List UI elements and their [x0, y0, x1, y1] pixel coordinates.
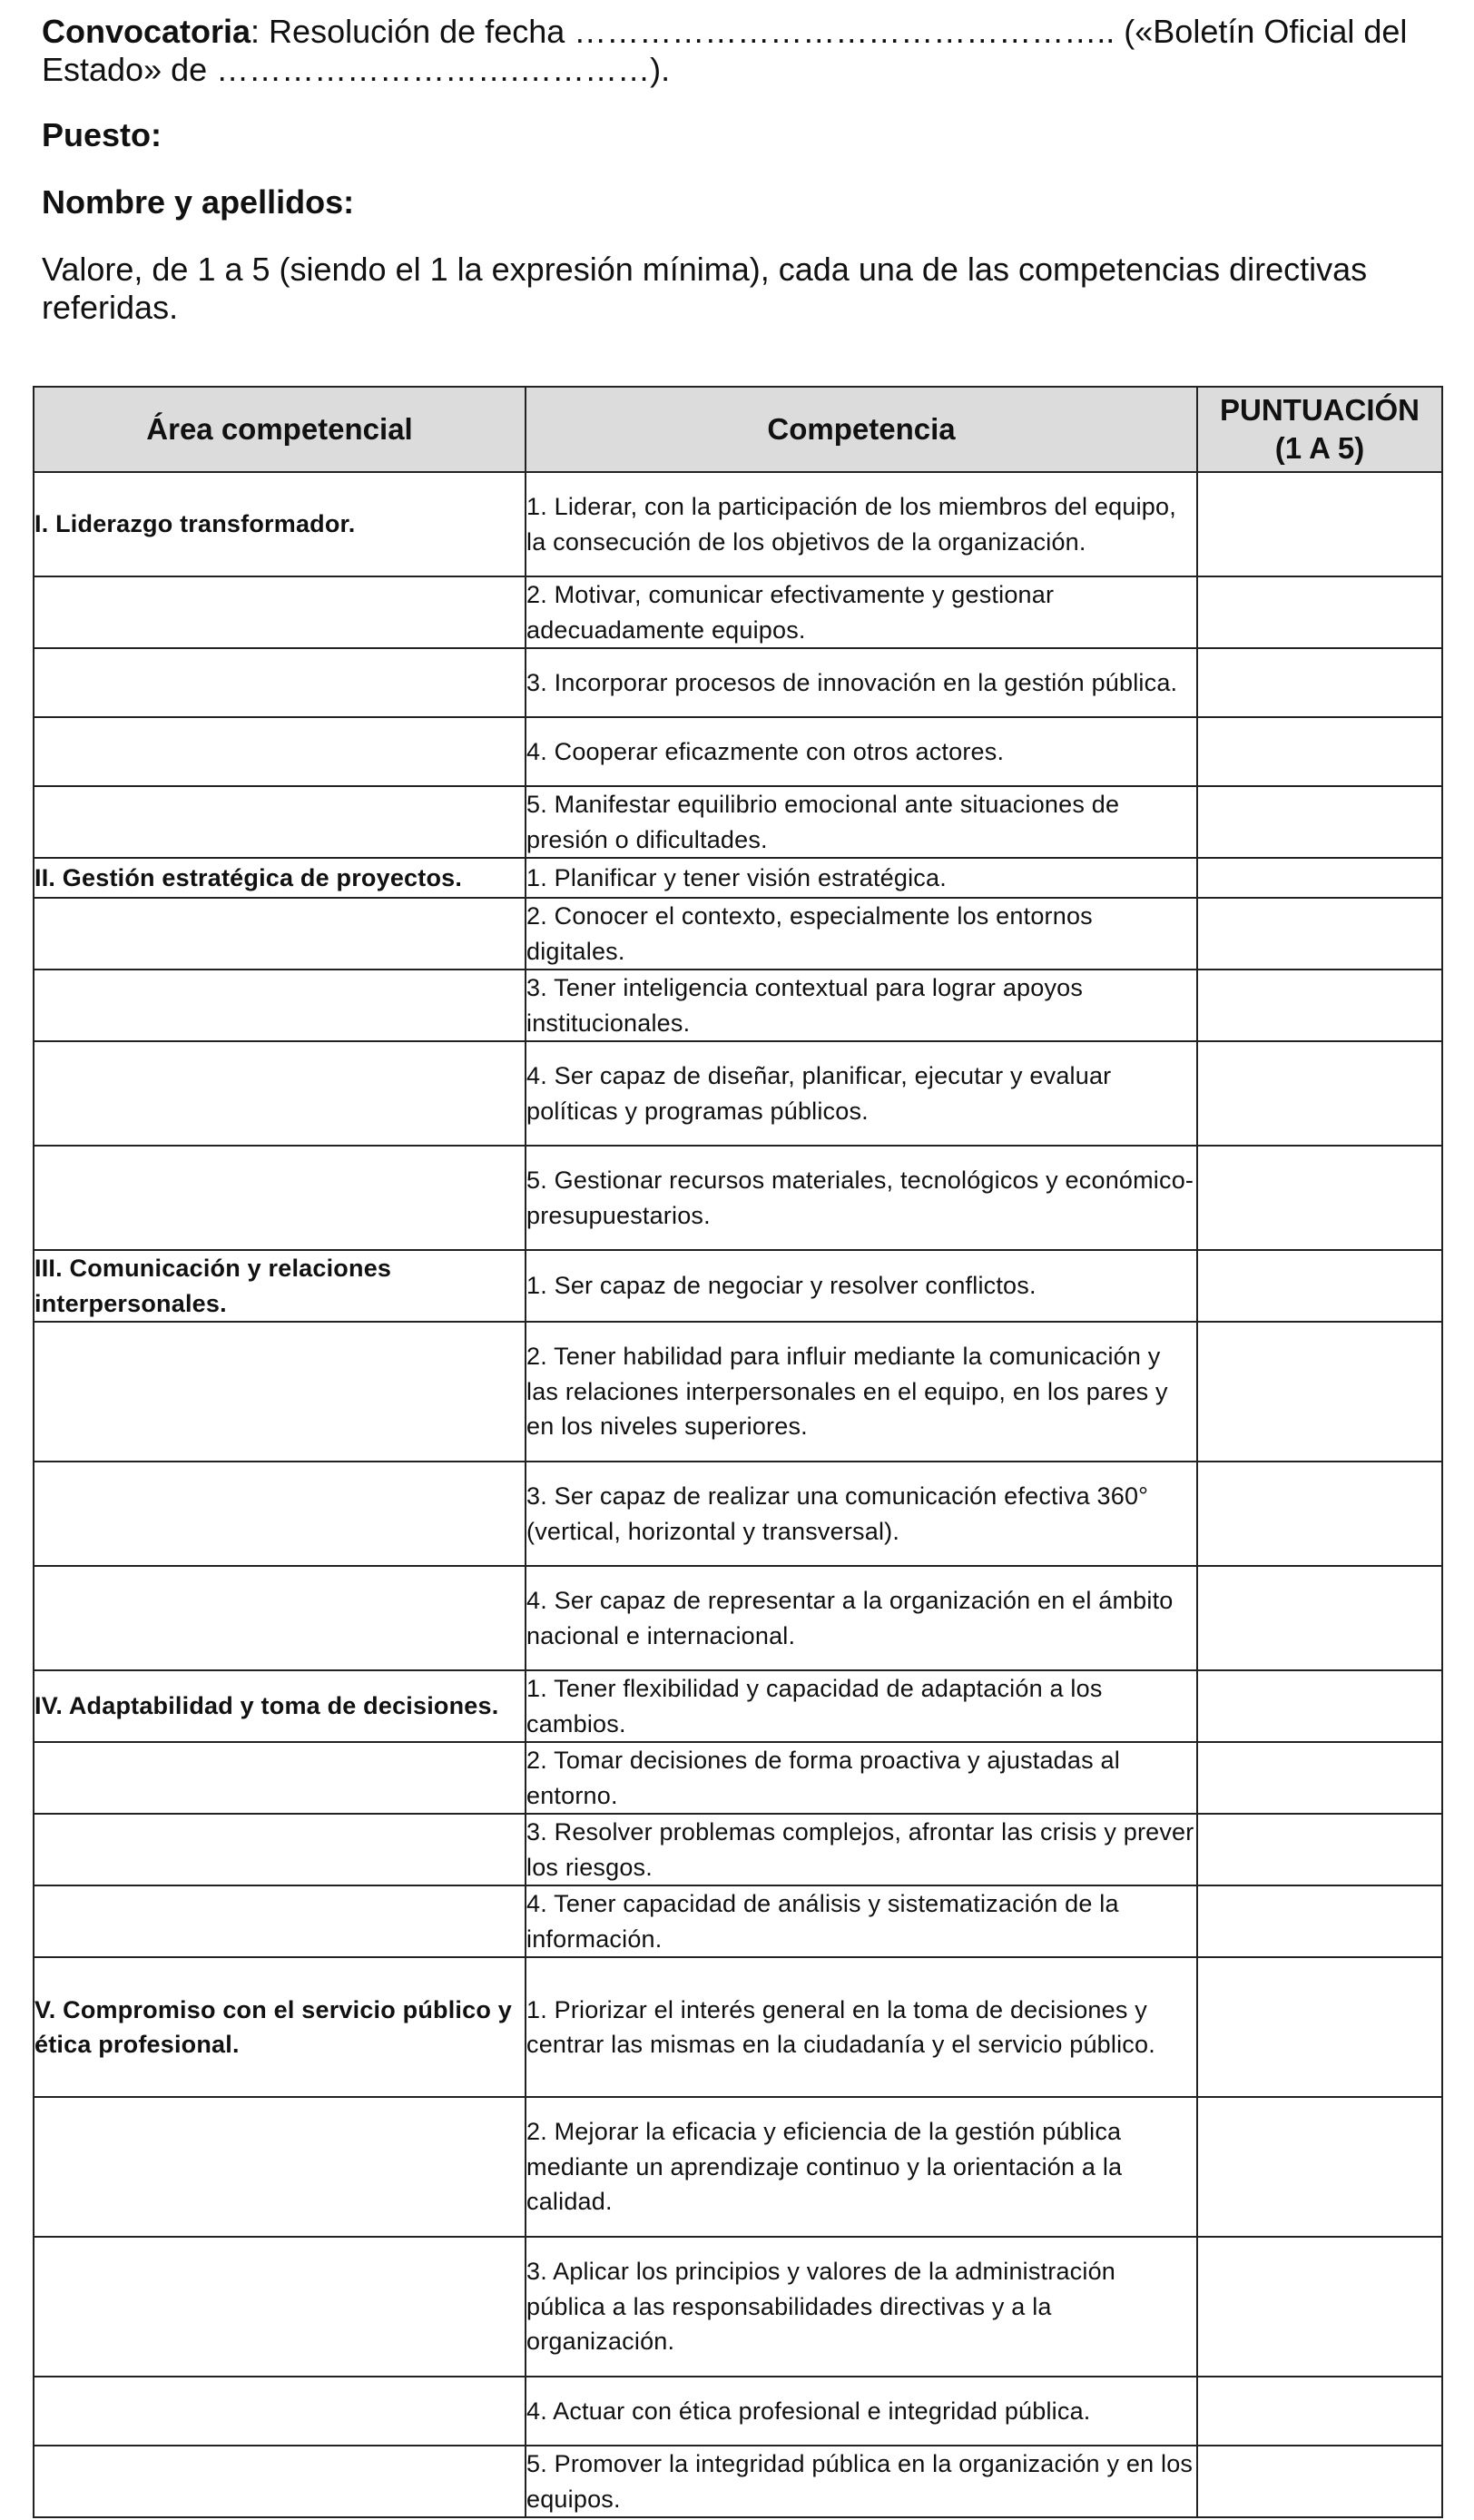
- puntuacion-cell[interactable]: [1197, 648, 1442, 717]
- puntuacion-cell[interactable]: [1197, 858, 1442, 898]
- puntuacion-cell[interactable]: [1197, 1041, 1442, 1146]
- area-competencial-cell: [34, 2237, 526, 2377]
- table-row: [34, 970, 1442, 1041]
- competencia-text: 5. Gestionar recursos materiales, tecnológicos y económico-presupuestarios.: [526, 1166, 1194, 1229]
- area-competencial-cell: [34, 2446, 526, 2517]
- table-row: [34, 786, 1442, 858]
- header-area-competencial: Área competencial: [34, 387, 526, 472]
- competencia-text: 4. Ser capaz de diseñar, planificar, ejecutar y evaluar políticas y programas públicos.: [526, 1062, 1112, 1125]
- convocatoria-text: : Resolución de fecha ………………………………………….. («Boletín Oficial del Estado» de ……………………….…………).: [42, 13, 1408, 88]
- table-row: [34, 1322, 1442, 1462]
- area-competencial-cell: [34, 2097, 526, 2237]
- area-competencial-cell: [34, 472, 526, 576]
- puntuacion-cell[interactable]: [1197, 2377, 1442, 2446]
- area-competencial-cell: [34, 1566, 526, 1670]
- competencia-text: 2. Motivar, comunicar efectivamente y gestionar adecuadamente equipos.: [526, 581, 1055, 644]
- competencia-text: 1. Ser capaz de negociar y resolver conflictos.: [526, 1272, 1037, 1300]
- area-competencial-text: I. Liderazgo transformador.: [34, 510, 356, 538]
- convocatoria-line: [42, 13, 1458, 89]
- competencia-text: 3. Incorporar procesos de innovación en la gestión pública.: [526, 668, 1178, 696]
- puntuacion-cell[interactable]: [1197, 1322, 1442, 1462]
- competencia-cell: [526, 2446, 1197, 2517]
- puntuacion-cell[interactable]: [1197, 898, 1442, 970]
- puntuacion-cell[interactable]: [1197, 2446, 1442, 2517]
- puesto-label: Puesto:: [42, 116, 162, 153]
- area-competencial-text: III. Comunicación y relaciones interpersonales.: [34, 1255, 392, 1317]
- area-competencial-cell: [34, 576, 526, 648]
- competencia-cell: [526, 1566, 1197, 1670]
- area-competencial-cell: [34, 970, 526, 1041]
- puntuacion-cell[interactable]: [1197, 1146, 1442, 1250]
- competencia-cell: [526, 1146, 1197, 1250]
- puntuacion-cell[interactable]: [1197, 1462, 1442, 1566]
- competencia-cell: [526, 717, 1197, 786]
- header-puntuacion: [1197, 387, 1442, 472]
- table-row: [34, 2237, 1442, 2377]
- puntuacion-cell[interactable]: [1197, 786, 1442, 858]
- area-competencial-cell: [34, 1250, 526, 1322]
- puntuacion-cell[interactable]: [1197, 576, 1442, 648]
- competencia-cell: [526, 970, 1197, 1041]
- competencia-cell: [526, 1957, 1197, 2097]
- area-competencial-cell: [34, 1322, 526, 1462]
- competencia-cell: [526, 1742, 1197, 1814]
- puntuacion-cell[interactable]: [1197, 1742, 1442, 1814]
- competencia-text: 1. Tener flexibilidad y capacidad de adaptación a los cambios.: [526, 1675, 1103, 1737]
- competencia-text: 2. Conocer el contexto, especialmente los entornos digitales.: [526, 902, 1093, 965]
- competencia-text: 4. Cooperar eficazmente con otros actores.: [526, 737, 1005, 765]
- area-competencial-cell: [34, 858, 526, 898]
- area-competencial-cell: [34, 1814, 526, 1885]
- competencia-cell: [526, 858, 1197, 898]
- puntuacion-cell[interactable]: [1197, 717, 1442, 786]
- competencia-text: 4. Actuar con ética profesional e integridad pública.: [526, 2397, 1091, 2425]
- competencia-text: 1. Planificar y tener visión estratégica.: [526, 863, 947, 891]
- table-row: [34, 1885, 1442, 1957]
- table-header-row: [34, 387, 1442, 472]
- competencia-cell: [526, 1041, 1197, 1146]
- area-competencial-cell: [34, 1957, 526, 2097]
- competencia-text: 2. Tomar decisiones de forma proactiva y ajustadas al entorno.: [526, 1747, 1120, 1809]
- competencia-text: 2. Tener habilidad para influir mediante la comunicación y las relaciones interpersonales en el equipo, en los pares y en los niveles superiores.: [526, 1343, 1168, 1441]
- competencia-cell: [526, 1670, 1197, 1742]
- area-competencial-text: V. Compromiso con el servicio público y ética profesional.: [34, 1995, 512, 2058]
- competencia-text: 3. Aplicar los principios y valores de la administración pública a las responsabilidades directivas y a la organización.: [526, 2258, 1115, 2356]
- nombre-apellidos-label: Nombre y apellidos:: [42, 183, 355, 221]
- competencia-cell: [526, 1462, 1197, 1566]
- competencia-text: 3. Tener inteligencia contextual para lograr apoyos institucionales.: [526, 974, 1084, 1037]
- competencia-text: 2. Mejorar la eficacia y eficiencia de la gestión pública mediante un aprendizaje continuo y la orientación a la calidad.: [526, 2118, 1123, 2216]
- area-competencial-cell: [34, 786, 526, 858]
- puntuacion-cell[interactable]: [1197, 2097, 1442, 2237]
- table-row: [34, 2446, 1442, 2517]
- table-row: [34, 1462, 1442, 1566]
- table-row: [34, 717, 1442, 786]
- area-competencial-cell: [34, 648, 526, 717]
- form-header: [42, 13, 1458, 327]
- area-competencial-cell: [34, 1742, 526, 1814]
- table-row: [34, 2377, 1442, 2446]
- competencia-text: 3. Ser capaz de realizar una comunicación efectiva 360° (vertical, horizontal y transversal).: [526, 1482, 1149, 1545]
- competencia-text: 1. Liderar, con la participación de los miembros del equipo, la consecución de los objetivos de la organización.: [526, 493, 1176, 556]
- competencia-cell: [526, 576, 1197, 648]
- table-row: [34, 1957, 1442, 2097]
- competencias-table: [33, 386, 1443, 2518]
- competencia-cell: [526, 1885, 1197, 1957]
- competencia-cell: [526, 786, 1197, 858]
- puntuacion-cell[interactable]: [1197, 1957, 1442, 2097]
- competencia-text: 5. Promover la integridad pública en la organización y en los equipos.: [526, 2450, 1194, 2513]
- table-row: [34, 1814, 1442, 1885]
- table-row: [34, 472, 1442, 576]
- header-competencia: Competencia: [526, 387, 1197, 472]
- area-competencial-cell: [34, 1041, 526, 1146]
- area-competencial-cell: [34, 1670, 526, 1742]
- competencia-text: 4. Tener capacidad de análisis y sistematización de la información.: [526, 1890, 1119, 1953]
- competencia-text: 3. Resolver problemas complejos, afrontar las crisis y prever los riesgos.: [526, 1818, 1194, 1881]
- competencia-cell: [526, 1250, 1197, 1322]
- table-row: [34, 858, 1442, 898]
- instruction-text: Valore, de 1 a 5 (siendo el 1 la expresión mínima), cada una de las competencias directivas referidas.: [42, 251, 1368, 326]
- competencia-cell: [526, 1814, 1197, 1885]
- table-row: [34, 1742, 1442, 1814]
- area-competencial-cell: [34, 2377, 526, 2446]
- table-row: [34, 1566, 1442, 1670]
- competencia-text: 5. Manifestar equilibrio emocional ante situaciones de presión o dificultades.: [526, 791, 1120, 853]
- area-competencial-cell: [34, 717, 526, 786]
- competencia-text: 4. Ser capaz de representar a la organización en el ámbito nacional e internacional.: [526, 1587, 1174, 1649]
- puntuacion-cell[interactable]: [1197, 1566, 1442, 1670]
- table-row: [34, 1670, 1442, 1742]
- puntuacion-cell[interactable]: [1197, 1670, 1442, 1742]
- header-puntuacion-line1: PUNTUACIÓN: [1220, 393, 1420, 427]
- table-row: [34, 648, 1442, 717]
- table-row: [34, 1146, 1442, 1250]
- area-competencial-text: IV. Adaptabilidad y toma de decisiones.: [34, 1692, 499, 1720]
- table-row: [34, 1041, 1442, 1146]
- area-competencial-cell: [34, 1462, 526, 1566]
- header-puntuacion-line2: (1 A 5): [1274, 431, 1365, 465]
- competencia-cell: [526, 648, 1197, 717]
- area-competencial-text: II. Gestión estratégica de proyectos.: [34, 863, 463, 891]
- competencia-cell: [526, 2097, 1197, 2237]
- table-row: [34, 576, 1442, 648]
- competencia-cell: [526, 898, 1197, 970]
- area-competencial-cell: [34, 898, 526, 970]
- area-competencial-cell: [34, 1885, 526, 1957]
- table-row: [34, 898, 1442, 970]
- area-competencial-cell: [34, 1146, 526, 1250]
- competencia-text: 1. Priorizar el interés general en la toma de decisiones y centrar las mismas en la ciudadanía y el servicio público.: [526, 1995, 1155, 2058]
- puntuacion-cell[interactable]: [1197, 472, 1442, 576]
- puntuacion-cell[interactable]: [1197, 970, 1442, 1041]
- puntuacion-cell[interactable]: [1197, 1250, 1442, 1322]
- puntuacion-cell[interactable]: [1197, 2237, 1442, 2377]
- convocatoria-label: Convocatoria: [42, 13, 251, 50]
- competencia-cell: [526, 1322, 1197, 1462]
- table-row: [34, 1250, 1442, 1322]
- table-row: [34, 2097, 1442, 2237]
- puntuacion-cell[interactable]: [1197, 1814, 1442, 1885]
- puntuacion-cell[interactable]: [1197, 1885, 1442, 1957]
- competencia-cell: [526, 2377, 1197, 2446]
- competencia-cell: [526, 472, 1197, 576]
- competencia-cell: [526, 2237, 1197, 2377]
